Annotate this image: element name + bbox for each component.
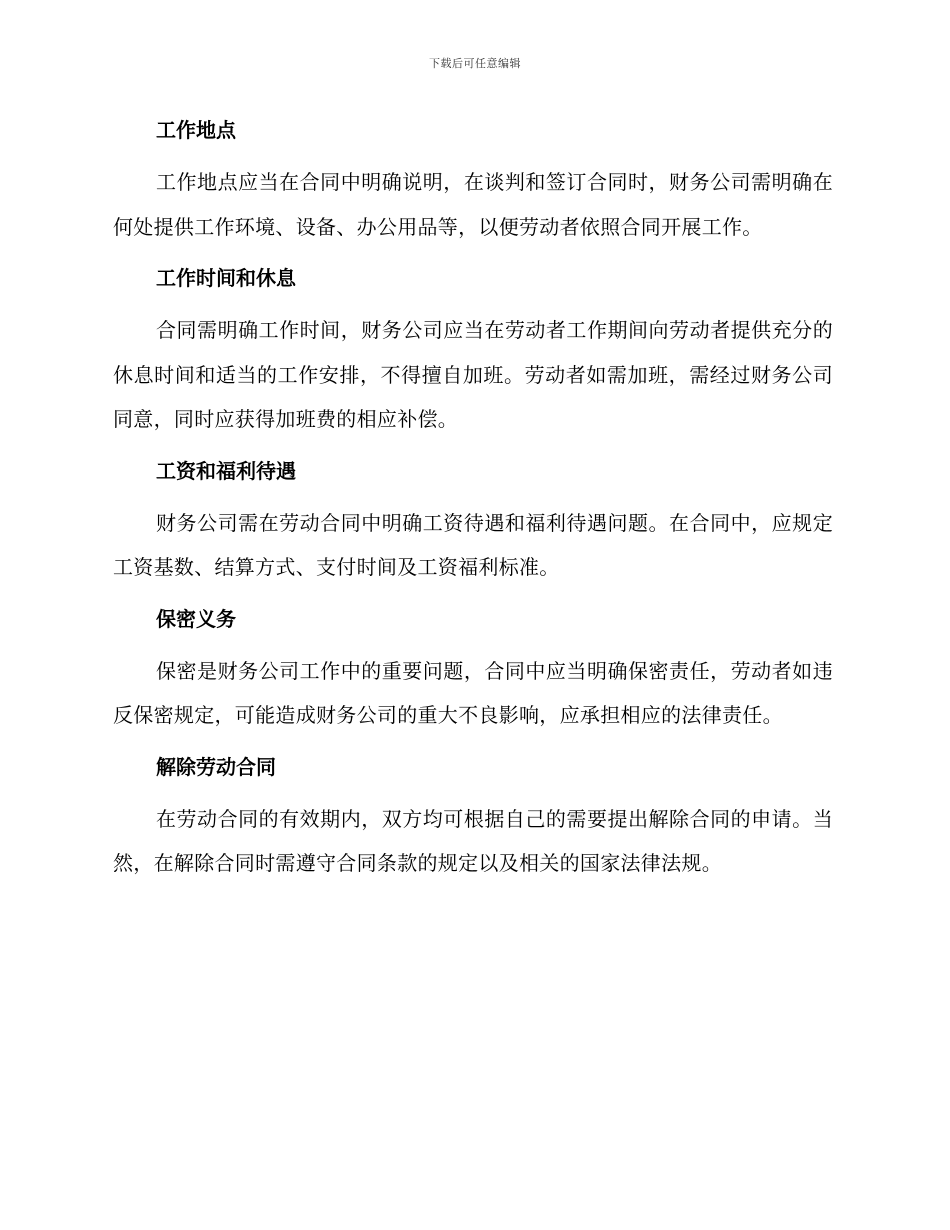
section-work-location bbox=[113, 110, 833, 249]
section-paragraph: 工作地点应当在合同中明确说明，在谈判和签订合同时，财务公司需明确在何处提供工作环境、设备、办公用品等，以便劳动者依照合同开展工作。 bbox=[113, 170, 833, 239]
section-paragraph: 合同需明确工作时间，财务公司应当在劳动者工作期间向劳动者提供充分的休息时间和适当的工作安排，不得擅自加班。劳动者如需加班，需经过财务公司同意，同时应获得加班费的相应补偿。 bbox=[113, 318, 833, 431]
section-heading: 解除劳动合同 bbox=[156, 754, 276, 779]
section-salary-benefits bbox=[113, 451, 833, 590]
section-heading: 工作地点 bbox=[156, 118, 236, 142]
section-paragraph: 保密是财务公司工作中的重要问题，合同中应当明确保密责任，劳动者如违反保密规定，可能造成财务公司的重大不良影响，应承担相应的法律责任。 bbox=[113, 658, 833, 727]
section-heading: 工资和福利待遇 bbox=[156, 458, 296, 483]
header-note: 下载后可任意编辑 bbox=[429, 57, 521, 70]
section-paragraph: 财务公司需在劳动合同中明确工资待遇和福利待遇问题。在合同中，应规定工资基数、结算方式、支付时间及工资福利标准。 bbox=[113, 510, 833, 579]
section-working-hours bbox=[113, 258, 833, 442]
section-confidentiality bbox=[113, 599, 833, 738]
section-paragraph: 在劳动合同的有效期内，双方均可根据自己的需要提出解除合同的申请。当然，在解除合同时需遵守合同条款的规定以及相关的国家法律法规。 bbox=[113, 806, 833, 875]
section-contract-termination bbox=[113, 747, 833, 886]
section-heading: 工作时间和休息 bbox=[156, 266, 296, 290]
document-body bbox=[113, 110, 833, 895]
section-heading: 保密义务 bbox=[156, 606, 236, 631]
